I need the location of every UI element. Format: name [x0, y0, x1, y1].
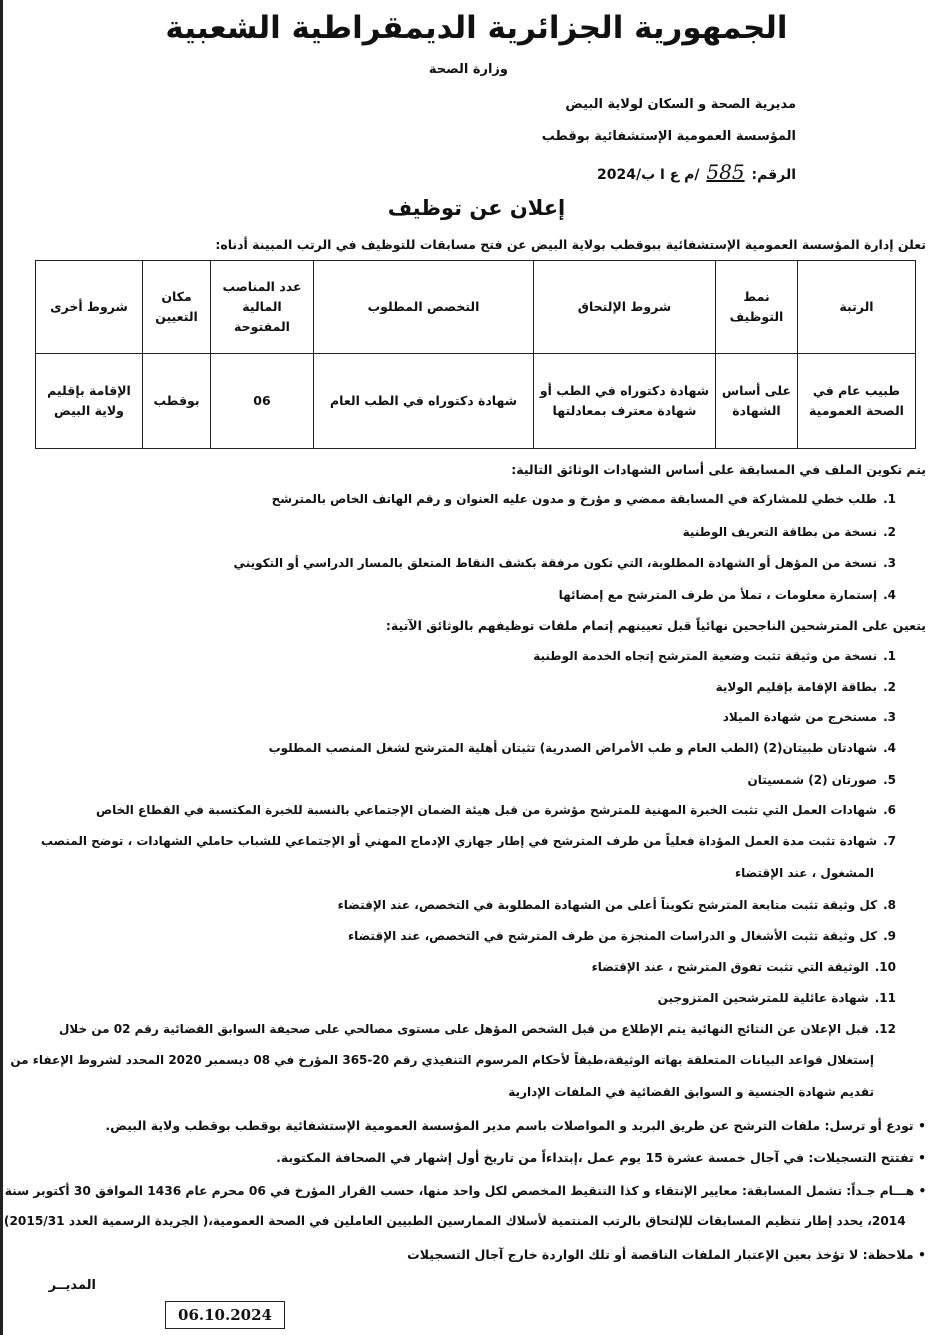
table-cell-mode: على أساس الشهادة — [716, 354, 798, 449]
important-note-continuation: 2014، يحدد إطار تنظيم المسابقات للإلتحاق بالرتب المنتمية لأسلاك الممارسين الطبيين العاملين في الصحة العمومية،( الجريدة الرسمية العدد 2015/31) — [4, 1213, 906, 1228]
list-item: 1.نسخة من وثيقة تثبت وضعية المترشح إتجاه الخدمة الوطنية — [533, 649, 896, 663]
date-stamp: 06.10.2024 — [165, 1301, 285, 1329]
list-item: 4.إستمارة معلومات ، تملأ من طرف المترشح مع إمضائها — [558, 588, 896, 602]
reference-number: 585 — [706, 160, 745, 184]
list-item: 2.بطاقة الإقامة بإقليم الولاية — [715, 680, 896, 694]
table-cell-specialty: شهادة دكتوراه في الطب العام — [314, 354, 534, 449]
list-item: 2.نسخة من بطاقة التعريف الوطنية — [682, 525, 896, 539]
table-cell-positions: 06 — [211, 354, 314, 449]
list-item: 9.كل وثيقة تثبت الأشغال و الدراسات المنجزة من طرف المترشح في التخصص، عند الإقتضاء — [347, 929, 896, 943]
table-header-cell: الرتبة — [798, 261, 916, 354]
announcement-intro: تعلن إدارة المؤسسة العمومية الإستشفائية ببوقطب بولاية البيض عن فتح مسابقات للتوظيف في الرتب المبينة أدناه: — [215, 237, 926, 252]
reference-suffix: /م ع ا ب/2024 — [597, 167, 700, 183]
positions-table — [35, 260, 916, 449]
republic-title: الجمهورية الجزائرية الديمقراطية الشعبية — [165, 10, 788, 46]
list-item: 10.الوثيقة التي تثبت تفوق المترشح ، عند الإقتضاء — [591, 960, 896, 974]
establishment-label: المؤسسة العمومية الإستشفائية بوقطب — [541, 129, 796, 144]
list-item: 12.قبل الإعلان عن النتائج النهائية يتم الإطلاع من قبل الشخص المؤهل على مستوى مصالحي على صحيفة السوابق القضائية رقم 02 من خلال — [59, 1022, 896, 1036]
section1-heading: يتم تكوين الملف في المسابقة على أساس الشهادات الوثائق التالية: — [511, 462, 926, 477]
list-item-continuation: المشغول ، عند الإقتضاء — [735, 866, 874, 880]
table-cell-location: بوقطب — [143, 354, 211, 449]
table-cell-other: الإقامة بإقليم ولاية البيض — [36, 354, 143, 449]
table-cell-conditions: شهادة دكتوراه في الطب أو شهادة معترف بمعادلتها — [534, 354, 716, 449]
table-header-row — [36, 261, 916, 354]
table-cell-rank: طبيب عام في الصحة العمومية — [798, 354, 916, 449]
table-header-cell: التخصص المطلوب — [314, 261, 534, 354]
ministry-label: وزارة الصحة — [428, 62, 508, 77]
list-item: 5.صورتان (2) شمسيتان — [747, 773, 896, 787]
directorate-label: مديرية الصحة و السكان لولاية البيض — [565, 97, 796, 112]
list-item: 4.شهادتان طبيتان(2) (الطب العام و طب الأمراض الصدرية) تثبتان أهلية المترشح لشغل المنصب المطلوب — [268, 741, 896, 755]
table-row — [36, 354, 916, 449]
list-item: 3.مستخرج من شهادة الميلاد — [722, 710, 896, 724]
list-item: 7.شهادة تثبت مدة العمل المؤداة فعلياً من طرف المترشح في إطار جهازي الإدماج المهني أو الإجتماعي للشباب حاملي الشهادات ، توضح المنصب — [40, 834, 896, 848]
table-header-cell: شروط الإلتحاق — [534, 261, 716, 354]
reference-label: الرقم: — [751, 167, 796, 183]
important-note: • هـــام جـداً: تشمل المسابقة: معايير الإنتقاء و كذا التنقيط المخصص لكل واحد منها، حسب القرار المؤرخ في 06 محرم عام 1436 الموافق 30 أكتوبر سنة — [4, 1183, 926, 1198]
deposit-note: • تودع أو ترسل: ملفات الترشح عن طريق البريد و المواصلات باسم مدير المؤسسة العمومية الإستشفائية بوقطب بوقطب ولاية البيض. — [105, 1118, 926, 1133]
reference-line — [597, 160, 796, 184]
list-item-continuation: تقديم شهادة الجنسية و السوابق القضائية في الملفات الإدارية — [508, 1085, 874, 1099]
announcement-title: إعلان عن توظيف — [387, 196, 566, 220]
table-header-cell: عدد المناصب المالية المفتوحة — [211, 261, 314, 354]
remark-note: • ملاحظة: لا تؤخذ بعين الإعتبار الملفات الناقصة أو تلك الواردة خارج آجال التسجيلات — [407, 1247, 926, 1262]
list-item: 6.شهادات العمل التي تثبت الخبرة المهنية للمترشح مؤشرة من قبل هيئة الضمان الإجتماعي بالنسبة للخبرة المكتسبة في القطاع الخاص — [95, 803, 896, 817]
section2-heading: يتعين على المترشحين الناجحين نهائياً قبل تعيينهم إتمام ملفات توظيفهم بالوثائق الآتية: — [385, 618, 926, 633]
table-header-cell: مكان التعيين — [143, 261, 211, 354]
list-item: 3.نسخة من المؤهل أو الشهادة المطلوبة، التي تكون مرفقة بكشف النقاط المتعلق بالمسار الدراسي أو التكويني — [233, 556, 896, 570]
registration-note: • تفتتح التسجيلات: في آجال خمسة عشرة 15 يوم عمل ،إبتداءاً من تاريخ أول إشهار في الصحافة المكتوبة. — [276, 1150, 926, 1165]
list-item: 8.كل وثيقة تثبت متابعة المترشح تكويناً أعلى من الشهادة المطلوبة في التخصص، عند الإقتضاء — [337, 898, 896, 912]
director-signature-label: المديــر — [48, 1278, 96, 1293]
list-item: 1.طلب خطي للمشاركة في المسابقة ممضي و مؤرخ و مدون عليه العنوان و رقم الهاتف الخاص بالمترشح — [271, 492, 896, 506]
list-item-continuation: إستغلال قواعد البيانات المتعلقة بهاته الوثيقة،طبقاً لأحكام المرسوم التنفيذي رقم 20-365 المؤرخ في 08 ديسمبر 2020 المحدد لشروط الإعفاء من — [10, 1053, 874, 1067]
table-header-cell: نمط التوظيف — [716, 261, 798, 354]
list-item: 11.شهادة عائلية للمترشحين المتزوجين — [657, 991, 896, 1005]
table-header-cell: شروط أخرى — [36, 261, 143, 354]
